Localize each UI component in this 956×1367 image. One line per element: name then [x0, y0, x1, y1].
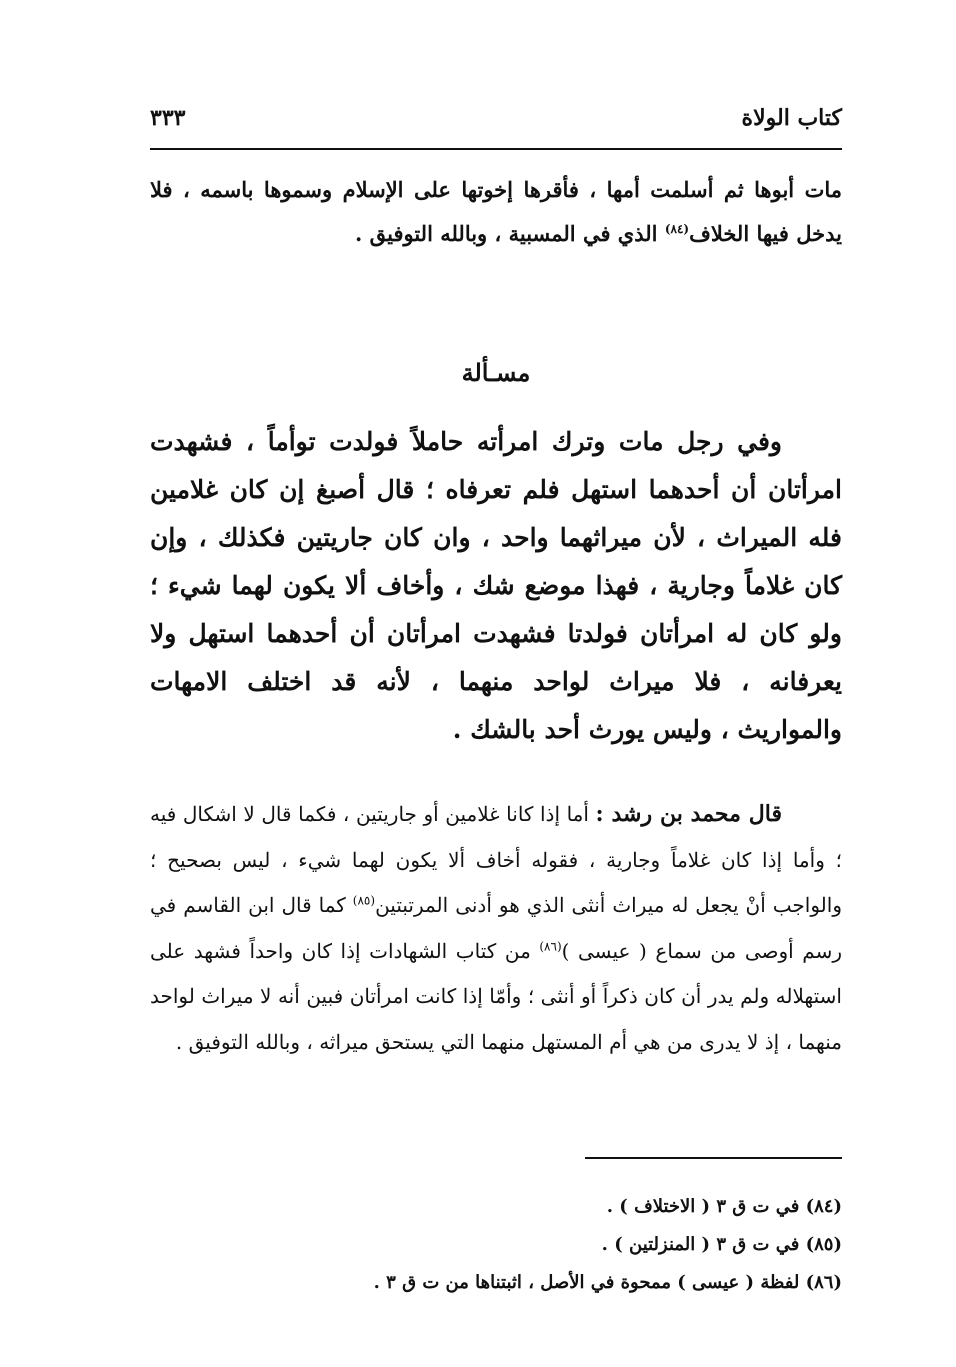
commentary-paragraph: [150, 792, 842, 1065]
page-number: ٣٣٣: [150, 105, 186, 131]
running-header: [150, 100, 842, 136]
footnote-divider: [585, 1157, 842, 1159]
book-title: كتاب الولاة: [741, 105, 842, 131]
footnote-ref-86: (٨٦): [539, 938, 562, 953]
section-title: مسـألة: [461, 358, 531, 387]
commentary-text-2: كما قال ابن القاسم في رسم أوصى من سماع ( عيسى ): [150, 893, 842, 963]
intro-text-2: الذي في المسبية ، وبالله التوفيق .: [354, 221, 665, 246]
footnote-85: (٨٥) في ت ق ٣ ( المنزلتين ) .: [601, 1234, 842, 1255]
commentary-text-1: أما إذا كانا غلامين أو جاريتين ، فكما قال لا اشكال فيه ؛ وأما إذا كان غلاماً وجارية ، فقوله أخاف ألا يكون لهما شيء ، ليس بصحيح ؛ والواجب أنْ يجعل له ميراث أنثى الذي هو أدنى المرتبتين: [150, 802, 842, 917]
main-text: وفي رجل مات وترك امرأته حاملاً فولدت توأماً ، فشهدت امرأتان أن أحدهما استهل فلم تعرفاه ؛ قال أصبغ إن كان غلامين فله الميراث ، لأن ميراثهما واحد ، وان كان جاريتين فكذلك ، وإن كان غلاماً وجارية ، فهذا موضع شك ، وأخاف ألا يكون لهما شيء ؛ ولو كان له امرأتان فولدتا فشهدت امرأتان أن أحدهما استهل ولا يعرفانه ، فلا ميراث لواحد منهما ، لأنه قد اختلف الامهات والمواريث ، وليس يورث أحد بالشك .: [150, 427, 842, 744]
footnotes: [150, 1188, 842, 1302]
footnote-86: (٨٦) لفظة ( عيسى ) ممحوة في الأصل ، اثبتناها من ت ق ٣ .: [373, 1272, 842, 1293]
intro-text-1: مات أبوها ثم أسلمت أمها ، فأقرها إخوتها على الإسلام وسموها باسمه ، فلا يدخل فيها الخلاف: [150, 177, 842, 246]
footnote-ref-84: (٨٤): [664, 222, 690, 236]
footnote-ref-85: (٨٥): [352, 893, 376, 908]
main-paragraph: [150, 418, 842, 754]
commentary-lead: قال محمد بن رشد :: [595, 801, 782, 827]
footnote-84: (٨٤) في ت ق ٣ ( الاختلاف ) .: [606, 1196, 842, 1217]
commentary-text-3: من كتاب الشهادات إذا كان واحداً فشهد على استهلاله ولم يدر أن كان ذكراً أو أنثى ؛ وأمّا إذا كانت امرأتان فبين أنه لا ميراث لواحد منهما ، إذ لا يدرى من هي أم المستهل منهما التي يستحق ميراثه ، وبالله التوفيق .: [150, 938, 842, 1054]
header-divider: [150, 148, 842, 150]
intro-paragraph: [150, 168, 842, 256]
